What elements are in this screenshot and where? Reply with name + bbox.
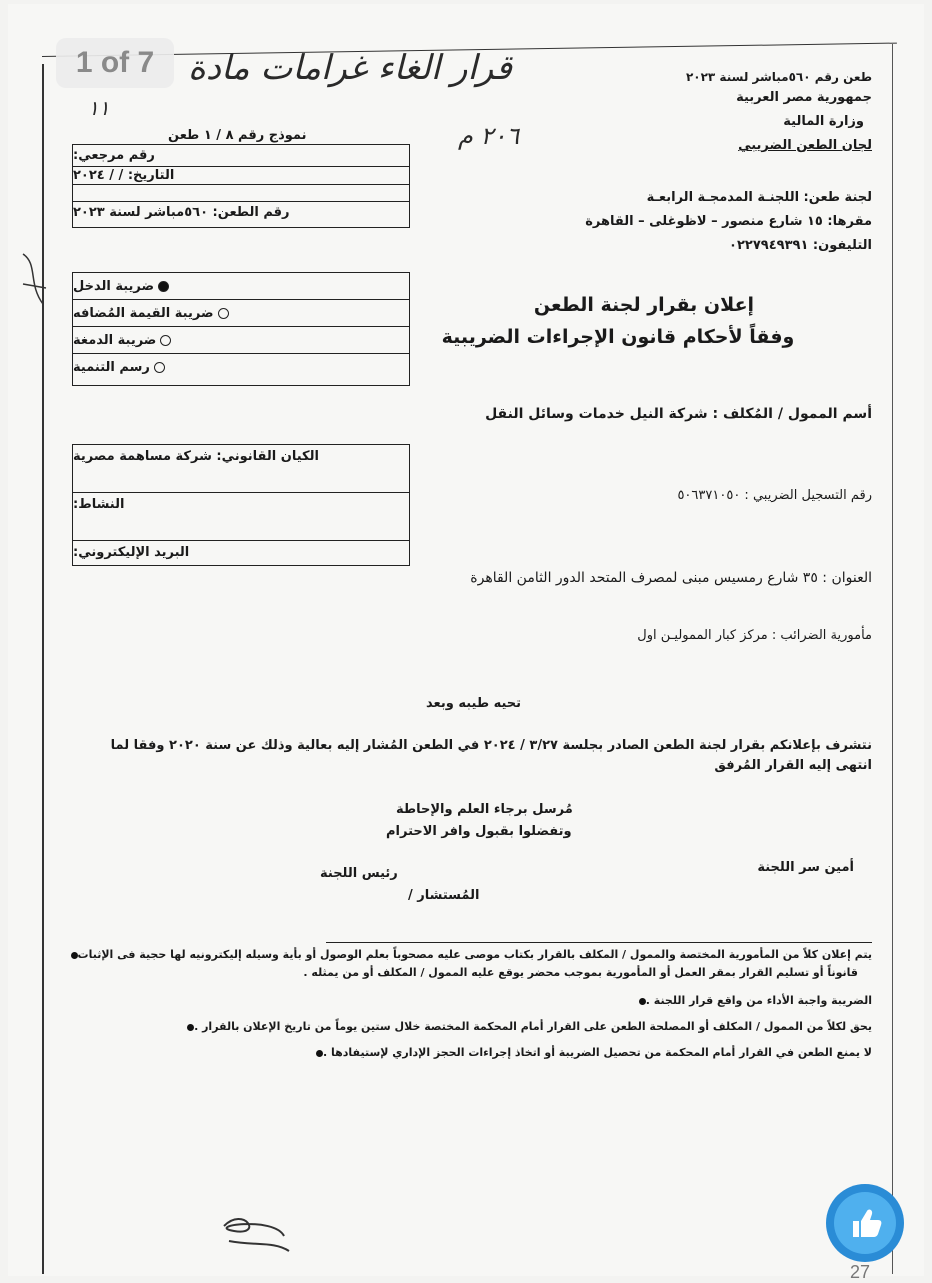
- greeting: تحيه طيبه وبعد: [426, 696, 522, 711]
- page-indicator: 1 of 7: [56, 38, 174, 88]
- reference-label: رقم مرجعي:: [73, 148, 155, 163]
- taxpayer-name: أسم الممول / المُكلف : شركة النيل خدمات وسائل النقل: [485, 406, 872, 422]
- radio-icon[interactable]: [218, 308, 229, 319]
- closing-line-1: مُرسل برجاء العلم والإحاطة: [396, 802, 573, 817]
- note-item: الضريبة واجبة الأداء من واقع قرار اللجنة .: [635, 994, 872, 1007]
- country-name: جمهورية مصر العربية: [736, 90, 872, 105]
- handwritten-note-title: قرار الغاء غرامات مادة: [188, 48, 512, 88]
- tax-type-vat: ضريبة القيمة المُضافه: [73, 305, 214, 321]
- legal-entity: الكيان القانوني: شركة مساهمة مصرية: [73, 449, 319, 464]
- tax-registration-number: رقم التسجيل الضريبي : ٥٠٦٣٧١٠٥٠: [677, 488, 872, 503]
- tax-type-development: رسم التنمية: [73, 360, 150, 375]
- tax-type-stamp: ضريبة الدمغة: [73, 332, 157, 348]
- like-button[interactable]: [826, 1184, 904, 1262]
- document-page: [8, 4, 924, 1276]
- title-line-2: وفقاً لأحكام قانون الإجراءات الضريبية: [441, 326, 795, 348]
- handwritten-note-left: ١١: [88, 96, 110, 120]
- appeal-ref-line: طعن رقم ٥٦٠مباشر لسنة ٢٠٢٣: [685, 70, 872, 84]
- legal-entity-box: [72, 444, 410, 566]
- handwritten-note-date: ٢٠٦ م: [458, 122, 520, 150]
- tax-type-income: ضريبة الدخل: [73, 278, 155, 294]
- note-item-continued: قانوناً أو تسليم القرار بمقر العمل أو المأمورية بموجب محضر يوقع عليه الممول / المكلف أو من يمثله .: [303, 966, 858, 979]
- body-paragraph-1: نتشرف بإعلانكم بقرار لجنة الطعن الصادر بجلسة ٣/٢٧ / ٢٠٢٤ في الطعن المُشار إليه بعالية وذلك عن سنة ٢٠٢٠ وفقا لما: [110, 738, 872, 753]
- activity-label: النشاط:: [73, 497, 125, 512]
- tax-type-box: [72, 272, 410, 386]
- radio-selected-icon[interactable]: [158, 281, 169, 292]
- signature-scribble: [214, 1196, 294, 1256]
- email-label: البريد الإليكتروني:: [73, 544, 190, 560]
- taxpayer-address: العنوان : ٣٥ شارع رمسيس مبنى لمصرف المتحد الدور الثامن القاهرة: [470, 570, 872, 586]
- body-paragraph-2: انتهى إليه القرار المُرفق: [714, 758, 872, 773]
- note-item: يحق لكلاً من الممول / المكلف أو المصلحة الطعن على القرار أمام المحكمة المختصة خلال ستين يوماً من تاريخ الإعلان بالقرار .: [183, 1020, 872, 1033]
- radio-icon[interactable]: [154, 362, 165, 373]
- thumbs-up-icon: [845, 1203, 885, 1243]
- notes-divider: [326, 942, 872, 943]
- form-number: نموذج رقم ٨ / ١ طعن: [168, 128, 307, 143]
- secretary-signature: أمين سر اللجنة: [757, 860, 854, 875]
- margin-scribble: [18, 244, 48, 324]
- committee-name: لجنة طعن: اللجنـة المدمجـة الرابعـة: [646, 190, 872, 205]
- title-line-1: إعلان بقرار لجنة الطعن: [533, 294, 755, 316]
- date-label: التاريخ: / / ٢٠٢٤: [73, 168, 175, 183]
- radio-icon[interactable]: [160, 335, 171, 346]
- department-name: لجان الطعن الضريبي: [738, 138, 872, 153]
- counselor-signature: المُستشار /: [408, 888, 480, 903]
- footer-count: 27: [850, 1262, 871, 1282]
- committee-address: مقرها: ١٥ شارع منصور – لاظوغلى – القاهرة: [585, 214, 872, 229]
- note-item: يتم إعلان كلاً من المأمورية المختصة والممول / المكلف بالقرار بكتاب موصى عليه مصحوباً بعلم الوصول أو بأية وسيله إليكترونيه لها حجية فى الإثبات: [67, 948, 872, 961]
- appeal-number-label: رقم الطعن: ٥٦٠مباشر لسنة ٢٠٢٣: [73, 205, 290, 220]
- reference-box: [72, 144, 410, 228]
- closing-line-2: وتفضلوا بقبول وافر الاحترام: [386, 824, 572, 839]
- tax-office: مأمورية الضرائب : مركز كبار المموليـن اول: [637, 628, 872, 643]
- note-item: لا يمنع الطعن في القرار أمام المحكمة من تحصيل الضريبة أو اتخاذ إجراءات الحجز الإداري لإستيفادها .: [312, 1046, 872, 1059]
- ministry-name: وزارة المالية: [783, 114, 864, 129]
- chairman-signature: رئيس اللجنة: [320, 866, 398, 881]
- committee-phone: التليفون: ٠٢٢٧٩٤٩٣٩١: [729, 238, 872, 253]
- frame-right-border: [892, 44, 893, 1274]
